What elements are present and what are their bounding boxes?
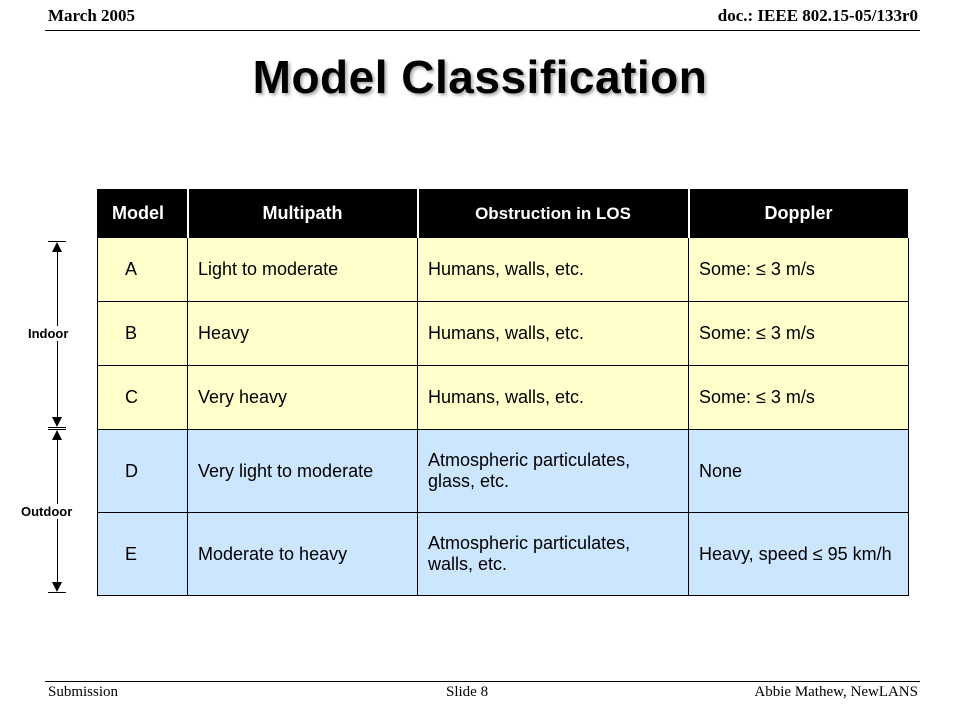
table-header-row [98,190,909,238]
table-row [98,366,909,430]
table-row [98,430,909,513]
cell-model: B [98,302,188,366]
table-row [98,238,909,302]
footer-divider [45,681,920,682]
cell-doppler: Some: ≤ 3 m/s [689,302,909,366]
cell-obstruction: Humans, walls, etc. [418,302,689,366]
outdoor-label: Outdoor [21,504,73,519]
col-header-doppler: Doppler [689,190,909,238]
footer-author: Abbie Mathew, NewLANS [754,684,918,700]
cell-obstruction: Atmospheric particulates, walls, etc. [418,513,689,596]
cell-multipath: Light to moderate [188,238,418,302]
table-row [98,302,909,366]
col-header-model: Model [98,190,188,238]
cell-doppler: None [689,430,909,513]
cell-model: D [98,430,188,513]
col-header-obstruction: Obstruction in LOS [418,190,689,238]
table-row [98,513,909,596]
cell-obstruction: Humans, walls, etc. [418,238,689,302]
cell-doppler: Some: ≤ 3 m/s [689,238,909,302]
footer-submission: Submission [48,684,119,700]
cell-doppler: Heavy, speed ≤ 95 km/h [689,513,909,596]
cell-obstruction: Humans, walls, etc. [418,366,689,430]
footer-slide-number: Slide 8 [446,684,489,700]
outdoor-arrow-down-icon [52,582,62,592]
cell-model: A [98,238,188,302]
header-doc-id: doc.: IEEE 802.15-05/133r0 [717,6,918,25]
cell-multipath: Very heavy [188,366,418,430]
indoor-bracket-bottom [48,427,66,428]
slide-title: Model Classification [252,51,708,103]
col-header-multipath: Multipath [188,190,418,238]
cell-doppler: Some: ≤ 3 m/s [689,366,909,430]
cell-multipath: Moderate to heavy [188,513,418,596]
cell-multipath: Heavy [188,302,418,366]
cell-multipath: Very light to moderate [188,430,418,513]
cell-model: C [98,366,188,430]
model-table [97,189,910,596]
indoor-label: Indoor [28,326,69,341]
cell-obstruction: Atmospheric particulates, glass, etc. [418,430,689,513]
header-date: March 2005 [48,6,136,25]
cell-model: E [98,513,188,596]
indoor-arrow-down-icon [52,417,62,427]
header-divider [45,30,920,31]
outdoor-bracket-bottom [48,592,66,593]
